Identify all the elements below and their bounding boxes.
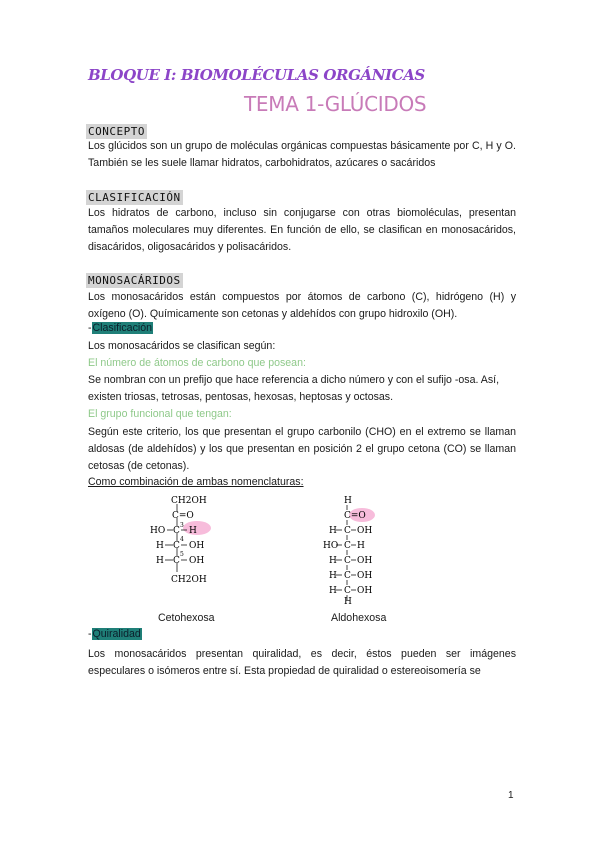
- chem-c3-right: H: [189, 526, 197, 536]
- chem-c3-left: HO: [150, 526, 166, 536]
- chem-row-right: OH: [357, 556, 373, 566]
- chem-c5-right: OH: [189, 556, 205, 566]
- chem-row-left: HO: [323, 541, 339, 551]
- dash: -: [88, 628, 92, 640]
- chem-c2: C=O: [172, 511, 194, 521]
- chem-row-left: H: [329, 526, 337, 536]
- svg-text:C: C: [173, 526, 180, 536]
- combinacion-heading: Como combinación de ambas nomenclaturas:: [88, 476, 304, 488]
- dash: -: [88, 322, 92, 334]
- chem-top: CH2OH: [171, 496, 207, 506]
- chem-row-left: H: [329, 586, 337, 596]
- chem-row-center: C: [344, 526, 351, 536]
- aldohexosa-structure: [318, 494, 408, 606]
- concepto-paragraph: Los glúcidos son un grupo de moléculas orgánicas compuestas básicamente por C, H y O. También se les suele llamar hidratos, carbohidratos, azúcares o sacáridos: [88, 140, 516, 169]
- carbon-number: 5: [180, 551, 184, 558]
- chem-row-center: C=O: [344, 511, 366, 521]
- topic-title: TEMA 1-GLÚCIDOS: [244, 92, 427, 116]
- criterio-carbonos-text-2: existen triosas, tetrosas, pentosas, hexosas, heptosas y octosas.: [88, 391, 394, 403]
- chem-row-right: OH: [357, 526, 373, 536]
- chem-top: H: [344, 496, 352, 506]
- quiralidad-paragraph: Los monosacáridos presentan quiralidad, es decir, éstos pueden ser imágenes especulares o isómeros entre sí. Esta propiedad de quiralidad o estereoisomería se: [88, 648, 516, 677]
- clasificacion-subheading: [88, 322, 153, 334]
- svg-text:C: C: [173, 556, 180, 566]
- quiralidad-subheading: [88, 628, 142, 640]
- cetohexosa-structure: [140, 494, 250, 594]
- chem-row-left: H: [329, 571, 337, 581]
- carbon-number: 3: [180, 522, 184, 529]
- aldohexosa-caption: Aldohexosa: [331, 612, 387, 624]
- section-heading-label: MONOSACÁRIDOS: [88, 274, 181, 287]
- criterio-grupo-funcional: El grupo funcional que tengan:: [88, 408, 232, 420]
- chem-row-left: H: [329, 556, 337, 566]
- section-heading-label: CLASIFICACIÓN: [88, 191, 181, 204]
- chem-c5-left: H: [156, 556, 164, 566]
- section-heading-monosacaridos: [86, 271, 183, 289]
- block-title: BLOQUE I: BIOMOLÉCULAS ORGÁNICAS: [88, 66, 425, 84]
- pink-marker: [183, 521, 211, 535]
- chem-row-right: OH: [357, 586, 373, 596]
- chem-row-center: C: [344, 586, 351, 596]
- highlight-clasificacion: Clasificación: [92, 322, 152, 334]
- section-heading-clasificacion: [86, 188, 183, 206]
- chem-row-center: C: [344, 541, 351, 551]
- svg-text:C: C: [173, 541, 180, 551]
- section-heading-label: CONCEPTO: [88, 125, 145, 138]
- chem-c4-left: H: [156, 541, 164, 551]
- se-clasifican-line: Los monosacáridos se clasifican según:: [88, 340, 276, 352]
- chem-row-right: OH: [357, 571, 373, 581]
- criterio-grupo-funcional-text: Según este criterio, los que presentan el grupo carbonilo (CHO) en el extremo se llaman aldosas (de aldehídos) y los que presentan en posición 2 el grupo cetona (CO) se llaman cetosas (de cetonas).: [88, 426, 516, 472]
- chem-row-center: C: [344, 556, 351, 566]
- clasificacion-paragraph: Los hidratos de carbono, incluso sin conjugarse con otras biomoléculas, presentan tamaños moleculares muy diferentes. En función de ello, se clasifican en monosacáridos, disacáridos, oligosacáridos y polisacáridos.: [88, 207, 516, 253]
- chem-c4-right: OH: [189, 541, 205, 551]
- chem-bottom: H: [344, 597, 352, 606]
- criterio-carbonos-text-1: Se nombran con un prefijo que hace referencia a dicho número y con el sufijo -osa. Así,: [88, 374, 500, 386]
- carbon-number: 4: [180, 536, 184, 543]
- monosacaridos-intro: Los monosacáridos están compuestos por átomos de carbono (C), hidrógeno (H) y oxígeno (O). Químicamente son cetonas y aldehídos con grupo hidroxilo (OH).: [88, 291, 516, 320]
- chem-row-right: H: [357, 541, 365, 551]
- page-number: 1: [508, 790, 514, 801]
- chem-row-center: C: [344, 571, 351, 581]
- cetohexosa-caption: Cetohexosa: [158, 612, 215, 624]
- chem-bottom: CH2OH: [171, 575, 207, 585]
- criterio-carbonos: El número de átomos de carbono que posean:: [88, 357, 306, 369]
- highlight-quiralidad: Quiralidad: [92, 628, 141, 640]
